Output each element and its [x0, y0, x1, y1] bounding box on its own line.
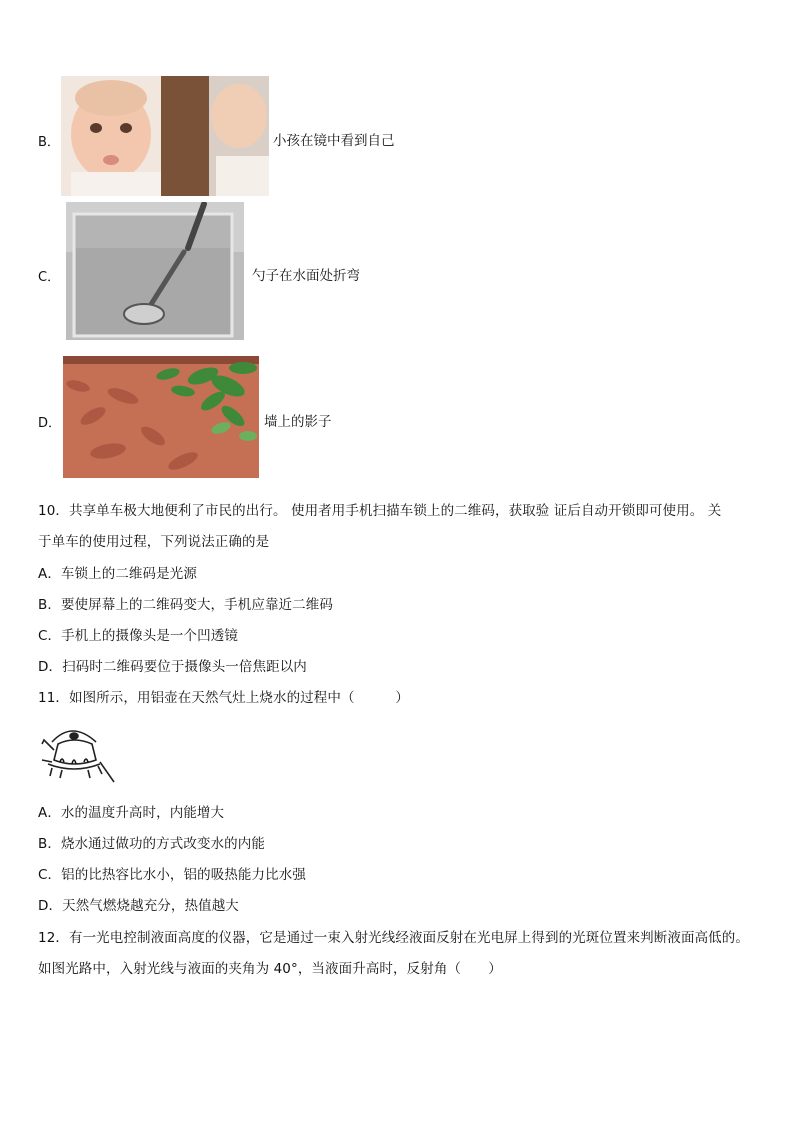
- q11-stem: 11．如图所示，用铝壶在天然气灶上烧水的过程中（ ）: [38, 690, 409, 706]
- q11-option-a: A．水的温度升高时，内能增大: [38, 805, 225, 821]
- option-b-letter: B．: [38, 135, 60, 150]
- option-d-caption: 墙上的影子: [264, 414, 332, 430]
- option-c-letter: C．: [38, 270, 61, 285]
- leaf-shadow-wall-photo-icon: [63, 356, 259, 478]
- option-c-caption: 勺子在水面处折弯: [252, 268, 360, 284]
- option-d-letter: D．: [38, 416, 62, 431]
- q10-option-a: A．车锁上的二维码是光源: [38, 566, 197, 582]
- q11-option-d: D．天然气燃烧越充分，热值越大: [38, 898, 239, 914]
- q10-option-b: B．要使屏幕上的二维码变大，手机应靠近二维码: [38, 597, 333, 613]
- option-b-caption: 小孩在镜中看到自己: [273, 133, 395, 149]
- baby-mirror-photo-icon: [61, 76, 269, 196]
- q12-stem-line2: 如图光路中，入射光线与液面的夹角为 40°，当液面升高时，反射角（ ）: [38, 961, 502, 977]
- q10-stem-line1: 10．共享单车极大地便利了市民的出行。 使用者用手机扫描车锁上的二维码，获取验 证后自动开锁即可使用。 关: [38, 503, 722, 519]
- q10-option-c: C．手机上的摄像头是一个凹透镜: [38, 628, 238, 644]
- q12-stem-line1: 12．有一光电控制液面高度的仪器，它是通过一束入射光线经液面反射在光电屏上得到的光斑位置来判断液面高低的。: [38, 930, 749, 946]
- kettle-on-stove-sketch-icon: [38, 722, 118, 784]
- q11-option-b: B．烧水通过做功的方式改变水的内能: [38, 836, 265, 852]
- spoon-in-glass-photo-icon: [66, 202, 244, 340]
- q11-option-c: C．铝的比热容比水小，铝的吸热能力比水强: [38, 867, 306, 883]
- q10-stem-line2: 于单车的使用过程，下列说法正确的是: [38, 534, 270, 550]
- q10-option-d: D．扫码时二维码要位于摄像头一倍焦距以内: [38, 659, 307, 675]
